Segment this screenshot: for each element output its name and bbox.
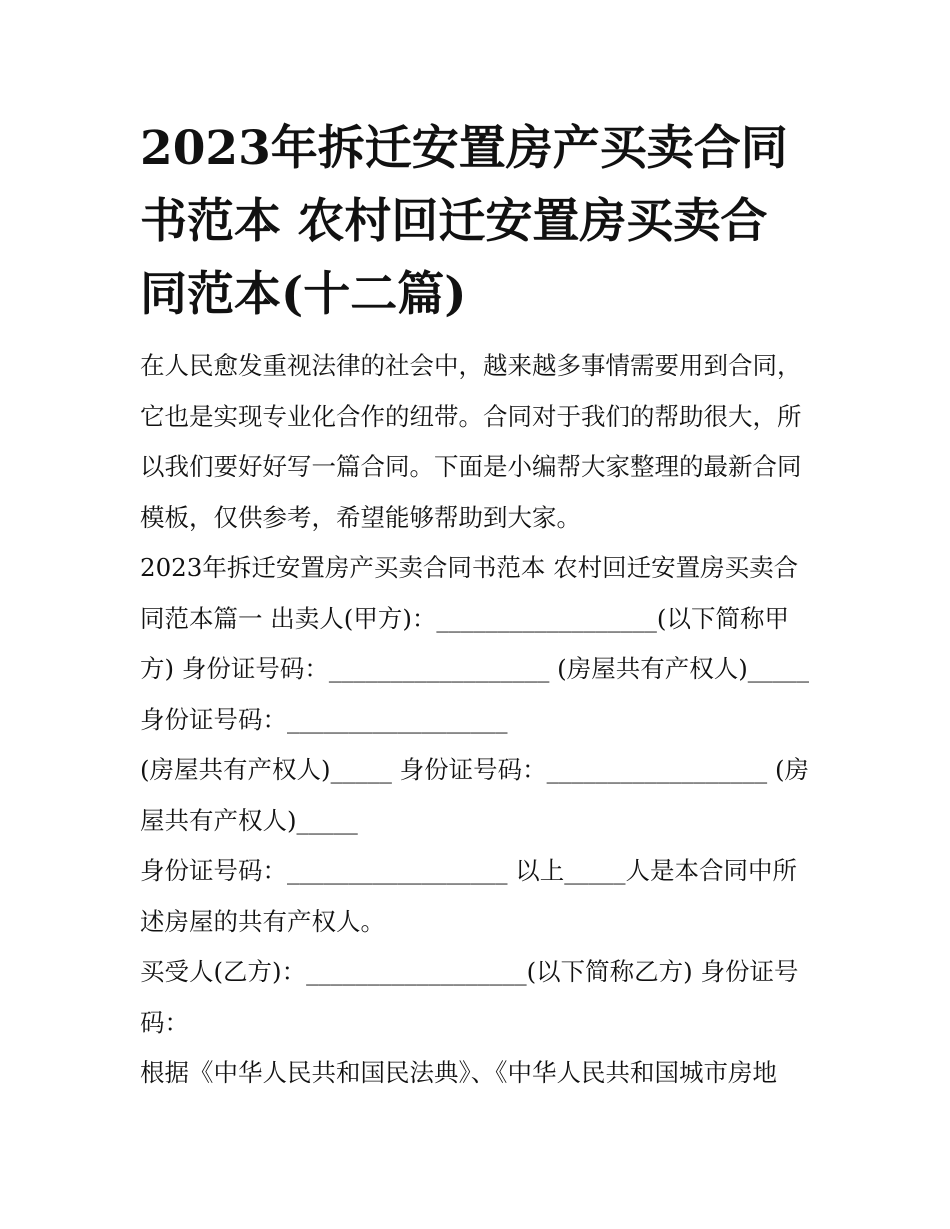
co-owner-summary-paragraph: 身份证号码：__________________ 以上_____人是本合同中所述房屋的共有产权人。 bbox=[140, 856, 798, 936]
co-owner-paragraph: (房屋共有产权人)_____ 身份证号码：__________________ (房屋共有产权人)_____ bbox=[140, 755, 809, 835]
seller-info-paragraph: 2023年拆迁安置房产买卖合同书范本 农村回迁安置房买卖合同范本篇一 出卖人(甲方)：__________________(以下简称甲方) 身份证号码：__________________ (房屋共有产权人)_____ 身份证号码：__________________ bbox=[140, 553, 809, 734]
intro-paragraph: 在人民愈发重视法律的社会中，越来越多事情需要用到合同，它也是实现专业化合作的纽带。合同对于我们的帮助很大，所以我们要好好写一篇合同。下面是小编帮大家整理的最新合同模板，仅供参考，希望能够帮助到大家。 bbox=[140, 351, 802, 532]
legal-basis-paragraph: 根据《中华人民共和国民法典》、《中华人民共和国城市房地 bbox=[140, 1058, 777, 1087]
document-page bbox=[140, 112, 812, 1099]
document-title: 2023年拆迁安置房产买卖合同书范本 农村回迁安置房买卖合同范本(十二篇) bbox=[140, 121, 788, 322]
buyer-info-paragraph: 买受人(乙方)：__________________(以下简称乙方) 身份证号码： bbox=[140, 957, 799, 1037]
